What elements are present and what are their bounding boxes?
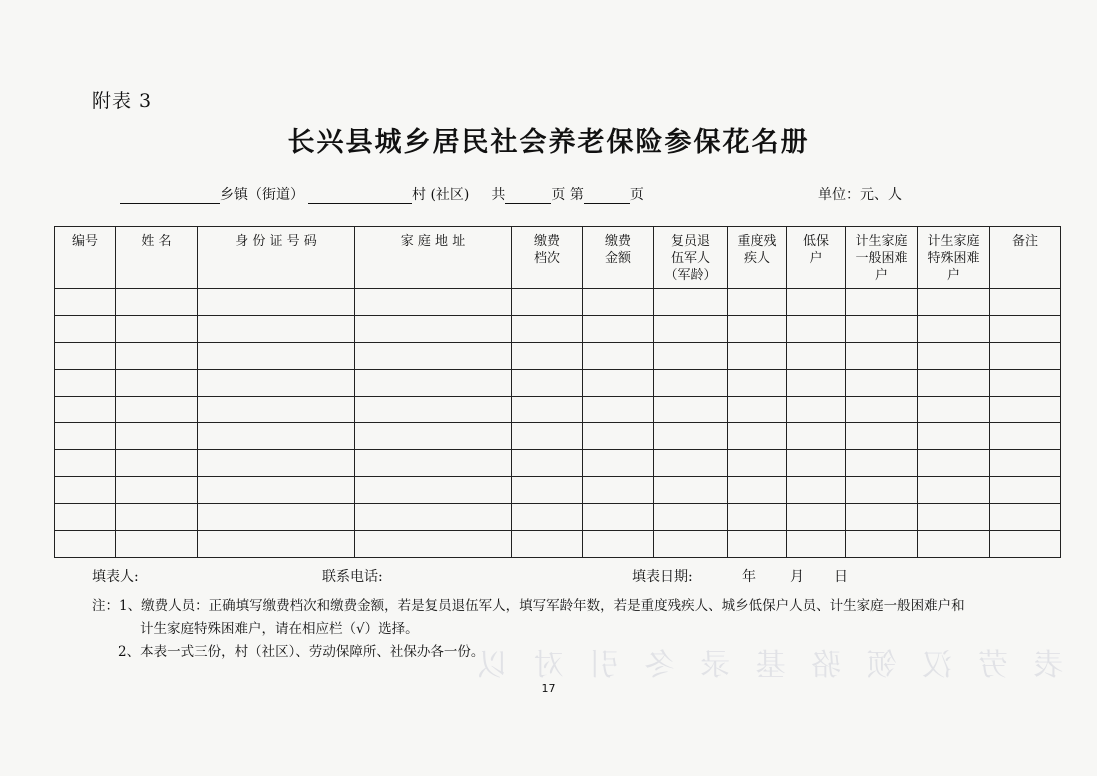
filler-label: 填表人: bbox=[92, 569, 139, 585]
table-cell[interactable] bbox=[846, 315, 918, 342]
table-cell[interactable] bbox=[918, 504, 990, 531]
total-pages-blank bbox=[505, 187, 551, 204]
table-cell[interactable] bbox=[990, 396, 1061, 423]
date-label: 填表日期: bbox=[632, 569, 693, 585]
table-cell[interactable] bbox=[55, 342, 116, 369]
table-cell[interactable] bbox=[512, 477, 583, 504]
table-cell[interactable] bbox=[787, 342, 846, 369]
table-cell[interactable] bbox=[198, 396, 355, 423]
table-cell[interactable] bbox=[512, 423, 583, 450]
table-cell[interactable] bbox=[728, 396, 787, 423]
table-row bbox=[55, 450, 1061, 477]
table-cell[interactable] bbox=[198, 423, 355, 450]
table-cell[interactable] bbox=[55, 477, 116, 504]
table-cell[interactable] bbox=[918, 369, 990, 396]
table-cell[interactable] bbox=[198, 369, 355, 396]
table-cell[interactable] bbox=[728, 315, 787, 342]
col-header-address: 家 庭 地 址 bbox=[355, 227, 512, 289]
table-cell[interactable] bbox=[583, 504, 654, 531]
table-cell[interactable] bbox=[728, 369, 787, 396]
col-header-family-special-hardship: 计生家庭 特殊困难 户 bbox=[918, 227, 990, 289]
table-cell[interactable] bbox=[512, 315, 583, 342]
table-cell[interactable] bbox=[846, 450, 918, 477]
table-cell[interactable] bbox=[918, 396, 990, 423]
table-row bbox=[55, 315, 1061, 342]
note-line-2: 计生家庭特殊困难户，请在相应栏（√）选择。 bbox=[140, 621, 419, 637]
table-cell[interactable] bbox=[846, 396, 918, 423]
table-cell[interactable] bbox=[918, 477, 990, 504]
day-label: 日 bbox=[834, 569, 848, 585]
table-cell[interactable] bbox=[728, 289, 787, 316]
table-cell[interactable] bbox=[583, 315, 654, 342]
table-cell[interactable] bbox=[654, 342, 728, 369]
table-cell[interactable] bbox=[846, 342, 918, 369]
table-cell[interactable] bbox=[355, 342, 512, 369]
table-cell[interactable] bbox=[654, 531, 728, 558]
table-cell[interactable] bbox=[55, 369, 116, 396]
col-header-low-income: 低保 户 bbox=[787, 227, 846, 289]
table-cell[interactable] bbox=[55, 504, 116, 531]
table-cell[interactable] bbox=[355, 450, 512, 477]
table-row bbox=[55, 477, 1061, 504]
table-cell[interactable] bbox=[846, 504, 918, 531]
document-title: 长兴县城乡居民社会养老保险参保花名册 bbox=[287, 127, 810, 158]
table-cell[interactable] bbox=[355, 315, 512, 342]
table-cell[interactable] bbox=[355, 396, 512, 423]
table-cell[interactable] bbox=[55, 315, 116, 342]
table-cell[interactable] bbox=[116, 423, 198, 450]
table-cell[interactable] bbox=[583, 477, 654, 504]
table-cell[interactable] bbox=[512, 369, 583, 396]
village-label: 村 (社区) bbox=[412, 187, 470, 203]
roster-table bbox=[54, 226, 1061, 558]
table-cell[interactable] bbox=[55, 423, 116, 450]
page-number: 17 bbox=[541, 682, 556, 695]
table-cell[interactable] bbox=[198, 504, 355, 531]
table-header-row bbox=[55, 227, 1061, 289]
table-cell[interactable] bbox=[198, 289, 355, 316]
table-cell[interactable] bbox=[990, 369, 1061, 396]
table-cell[interactable] bbox=[787, 396, 846, 423]
table-cell[interactable] bbox=[990, 531, 1061, 558]
table-cell[interactable] bbox=[654, 504, 728, 531]
table-cell[interactable] bbox=[654, 450, 728, 477]
table-cell[interactable] bbox=[990, 342, 1061, 369]
table-cell[interactable] bbox=[990, 450, 1061, 477]
table-cell[interactable] bbox=[198, 477, 355, 504]
table-cell[interactable] bbox=[918, 423, 990, 450]
table-cell[interactable] bbox=[918, 531, 990, 558]
town-blank bbox=[120, 187, 220, 204]
table-cell[interactable] bbox=[512, 289, 583, 316]
table-cell[interactable] bbox=[583, 396, 654, 423]
year-label: 年 bbox=[742, 569, 756, 585]
table-row bbox=[55, 504, 1061, 531]
table-cell[interactable] bbox=[198, 342, 355, 369]
table-cell[interactable] bbox=[583, 342, 654, 369]
table-cell[interactable] bbox=[990, 477, 1061, 504]
table-cell[interactable] bbox=[846, 477, 918, 504]
table-cell[interactable] bbox=[787, 369, 846, 396]
table-cell[interactable] bbox=[654, 423, 728, 450]
table-cell[interactable] bbox=[654, 396, 728, 423]
table-cell[interactable] bbox=[787, 450, 846, 477]
col-header-payment-level: 缴费 档次 bbox=[512, 227, 583, 289]
table-cell[interactable] bbox=[990, 289, 1061, 316]
table-cell[interactable] bbox=[55, 396, 116, 423]
table-cell[interactable] bbox=[116, 396, 198, 423]
table-cell[interactable] bbox=[728, 342, 787, 369]
table-cell[interactable] bbox=[787, 504, 846, 531]
table-cell[interactable] bbox=[990, 315, 1061, 342]
table-cell[interactable] bbox=[918, 315, 990, 342]
col-header-remarks: 备注 bbox=[990, 227, 1061, 289]
table-row bbox=[55, 396, 1061, 423]
table-row bbox=[55, 289, 1061, 316]
table-cell[interactable] bbox=[55, 450, 116, 477]
col-header-disabled: 重度残 疾人 bbox=[728, 227, 787, 289]
table-cell[interactable] bbox=[583, 531, 654, 558]
bleed-through-text: 表 劳 汉 领 骆 基 录 冬 引 对 以 bbox=[470, 648, 1064, 683]
table-cell[interactable] bbox=[918, 289, 990, 316]
table-cell[interactable] bbox=[198, 450, 355, 477]
table-cell[interactable] bbox=[355, 531, 512, 558]
table-cell[interactable] bbox=[728, 423, 787, 450]
table-cell[interactable] bbox=[116, 477, 198, 504]
table-cell[interactable] bbox=[512, 396, 583, 423]
table-cell[interactable] bbox=[512, 531, 583, 558]
table-cell[interactable] bbox=[55, 289, 116, 316]
table-cell[interactable] bbox=[116, 450, 198, 477]
page-number-blank bbox=[584, 187, 630, 204]
table-cell[interactable] bbox=[728, 477, 787, 504]
phone-label: 联系电话: bbox=[322, 569, 383, 585]
table-cell[interactable] bbox=[787, 477, 846, 504]
table-body bbox=[55, 289, 1061, 558]
table-cell[interactable] bbox=[583, 423, 654, 450]
table-cell[interactable] bbox=[846, 423, 918, 450]
col-header-family-general-hardship: 计生家庭 一般困难 户 bbox=[846, 227, 918, 289]
table-cell[interactable] bbox=[654, 315, 728, 342]
table-cell[interactable] bbox=[355, 477, 512, 504]
table-cell[interactable] bbox=[583, 289, 654, 316]
table-cell[interactable] bbox=[512, 450, 583, 477]
appendix-label: 附表 3 bbox=[92, 90, 153, 112]
table-row bbox=[55, 342, 1061, 369]
unit-label: 单位：元、人 bbox=[818, 187, 902, 203]
table-cell[interactable] bbox=[198, 531, 355, 558]
table-cell[interactable] bbox=[846, 289, 918, 316]
table-row bbox=[55, 531, 1061, 558]
col-header-number: 编号 bbox=[55, 227, 116, 289]
page-end-label: 页 bbox=[629, 187, 644, 203]
col-header-id-number: 身 份 证 号 码 bbox=[198, 227, 355, 289]
notes-block bbox=[92, 595, 1092, 664]
table-cell[interactable] bbox=[990, 423, 1061, 450]
table-cell[interactable] bbox=[787, 423, 846, 450]
table-cell[interactable] bbox=[787, 531, 846, 558]
total-prefix: 共 bbox=[491, 187, 506, 203]
table-cell[interactable] bbox=[116, 342, 198, 369]
table-cell[interactable] bbox=[846, 369, 918, 396]
table-cell[interactable] bbox=[116, 504, 198, 531]
form-meta-line bbox=[120, 184, 1020, 204]
table-cell[interactable] bbox=[355, 504, 512, 531]
table-cell[interactable] bbox=[512, 342, 583, 369]
table-cell[interactable] bbox=[654, 477, 728, 504]
note-line-1: 注：1、缴费人员：正确填写缴费档次和缴费金额，若是复员退伍军人，填写军龄年数，若是重度残疾人、城乡低保户人员、计生家庭一般困难户和 bbox=[92, 598, 965, 614]
table-cell[interactable] bbox=[116, 315, 198, 342]
table-cell[interactable] bbox=[583, 369, 654, 396]
table-cell[interactable] bbox=[116, 369, 198, 396]
table-row bbox=[55, 423, 1061, 450]
table-cell[interactable] bbox=[116, 531, 198, 558]
table-cell[interactable] bbox=[583, 450, 654, 477]
table-cell[interactable] bbox=[355, 289, 512, 316]
note-line-3: 2、本表一式三份，村（社区）、劳动保障所、社保办各一份。 bbox=[118, 644, 485, 660]
table-row bbox=[55, 369, 1061, 396]
table-cell[interactable] bbox=[918, 342, 990, 369]
table-cell[interactable] bbox=[654, 289, 728, 316]
table-cell[interactable] bbox=[728, 450, 787, 477]
table-cell[interactable] bbox=[355, 423, 512, 450]
page-of-label: 页 第 bbox=[551, 187, 584, 203]
col-header-veteran: 复员退 伍军人 （军龄） bbox=[654, 227, 728, 289]
table-cell[interactable] bbox=[116, 289, 198, 316]
table-cell[interactable] bbox=[787, 315, 846, 342]
table-cell[interactable] bbox=[918, 450, 990, 477]
col-header-name: 姓 名 bbox=[116, 227, 198, 289]
village-blank bbox=[308, 187, 412, 204]
table-cell[interactable] bbox=[728, 504, 787, 531]
table-cell[interactable] bbox=[654, 369, 728, 396]
table-cell[interactable] bbox=[198, 315, 355, 342]
town-label: 乡镇（街道） bbox=[220, 187, 304, 203]
table-cell[interactable] bbox=[990, 504, 1061, 531]
table-cell[interactable] bbox=[846, 531, 918, 558]
table-cell[interactable] bbox=[787, 289, 846, 316]
month-label: 月 bbox=[790, 569, 804, 585]
table-cell[interactable] bbox=[728, 531, 787, 558]
table-cell[interactable] bbox=[512, 504, 583, 531]
table-cell[interactable] bbox=[55, 531, 116, 558]
table-cell[interactable] bbox=[355, 369, 512, 396]
col-header-payment-amount: 缴费 金额 bbox=[583, 227, 654, 289]
